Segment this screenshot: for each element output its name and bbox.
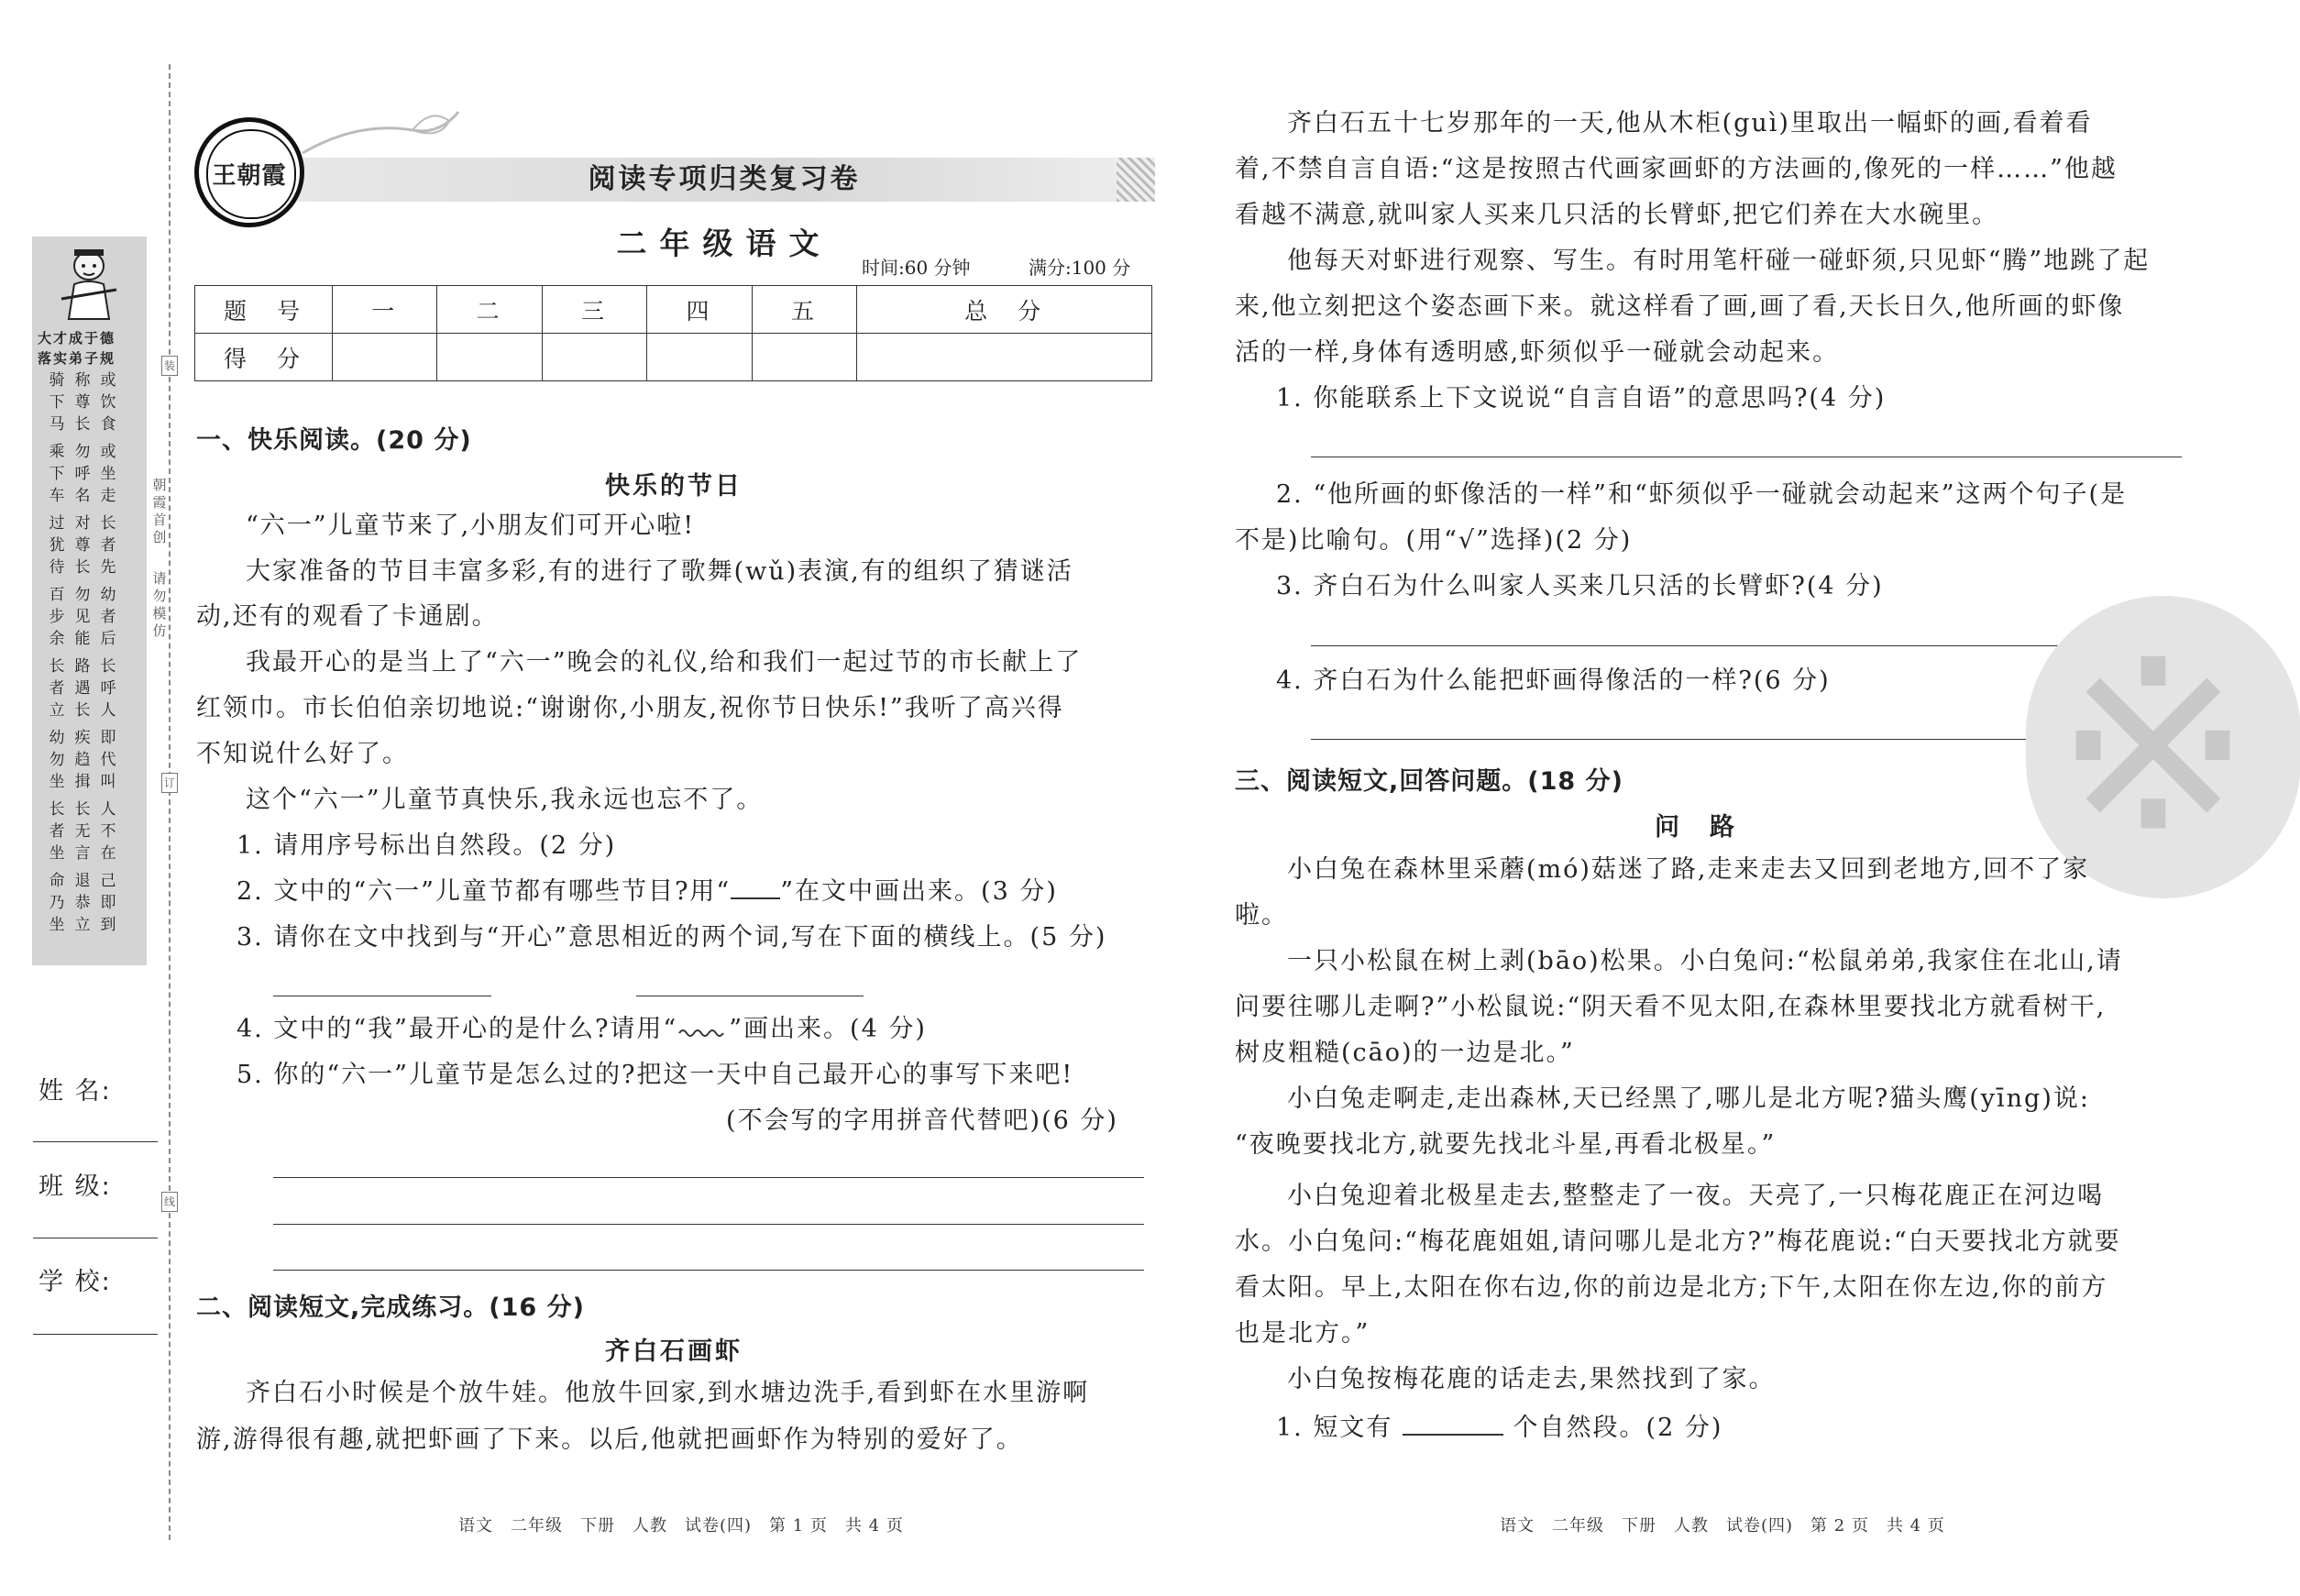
score-row-label: 得 分	[195, 334, 333, 381]
s3-paragraph: 问要往哪儿走啊?”小松鼠说:“阴天看不见太阳,在森林里要找北方就看树干,	[1235, 993, 2107, 1021]
s1-question-2	[237, 869, 1058, 915]
s1-question-5: 5. 你的“六一”儿童节是怎么过的?把这一天中自己最开心的事写下来吧!	[237, 1061, 1074, 1089]
class-label: 班 级:	[39, 1172, 112, 1201]
answer-line[interactable]	[273, 1224, 1144, 1225]
s1-q4-text-b: ”画出来。(4 分)	[729, 1015, 927, 1043]
s2-question-1: 1. 你能联系上下文说说“自言自语”的意思吗?(4 分)	[1276, 384, 1887, 413]
straight-underline-mark	[731, 877, 780, 899]
motto-column: 勿呼名	[74, 443, 91, 505]
s2-paragraph: 齐白石小时候是个放牛娃。他放牛回家,到水塘边洗手,看到虾在水里游啊	[246, 1379, 1090, 1407]
motto-column: 疾趋揖	[74, 729, 91, 791]
s3-paragraph: 看太阳。早上,太阳在你右边,你的前边是北方;下午,太阳在你左边,你的前方	[1235, 1273, 2108, 1302]
wavy-underline-mark	[677, 1017, 729, 1037]
school-label: 学 校:	[39, 1268, 112, 1296]
answer-line[interactable]	[1311, 645, 2182, 646]
score-cell[interactable]	[647, 334, 752, 381]
s2-question-3: 3. 齐白石为什么叫家人买来几只活的长臂虾?(4 分)	[1276, 572, 1884, 600]
motto-column: 对尊长	[74, 514, 91, 577]
motto-column: 幼者后	[100, 586, 116, 648]
score-cell[interactable]	[333, 334, 437, 381]
motto-column: 长呼人	[100, 657, 116, 720]
footer-page-2: 语文 二年级 下册 人教 试卷(四) 第 2 页 共 4 页	[1500, 1516, 1945, 1535]
s3-paragraph: 一只小松鼠在树上剥(bāo)松果。小白兔问:“松鼠弟弟,我家住在北山,请	[1287, 947, 2123, 975]
name-line	[33, 1141, 158, 1142]
s3-q1-text-a: 1. 短文有	[1276, 1414, 1393, 1442]
s1-paragraph: “六一”儿童节来了,小朋友们可开心啦!	[246, 512, 696, 540]
s1-question-3: 3. 请你在文中找到与“开心”意思相近的两个词,写在下面的横线上。(5 分)	[237, 923, 1107, 952]
motto-column: 长者坐	[49, 800, 65, 863]
subject-title: 二年级语文	[616, 226, 832, 261]
motto-column: 过犹待	[49, 514, 65, 577]
motto-column: 称尊长	[74, 371, 91, 434]
brand-logo	[194, 117, 304, 227]
motto-column: 人不在	[100, 800, 116, 863]
s3-paragraph: 啦。	[1235, 901, 1288, 930]
score-header-cell: 三	[542, 286, 646, 334]
score-cell[interactable]	[437, 334, 542, 381]
paper-title: 阅读专项归类复习卷	[588, 163, 861, 195]
section3-heading: 三、阅读短文,回答问题。(18 分)	[1235, 767, 1623, 796]
ribbon-decoration-icon	[303, 103, 468, 158]
motto-top: 大才成于德	[38, 330, 116, 347]
school-line	[33, 1334, 158, 1335]
motto-column: 长者立	[49, 657, 65, 720]
seal-zhuang: 装	[161, 356, 178, 376]
score-header-cell: 一	[333, 286, 437, 334]
s3-paragraph: “夜晚要找北方,就要先找北斗星,再看北极星。”	[1235, 1130, 1777, 1159]
s3-paragraph: 也是北方。”	[1235, 1319, 1370, 1348]
s1-question-1: 1. 请用序号标出自然段。(2 分)	[237, 831, 617, 860]
time-info: 时间:60 分钟	[862, 257, 971, 279]
score-header-cell: 四	[647, 286, 752, 334]
answer-line[interactable]	[273, 1177, 1144, 1178]
full-score-info: 满分:100 分	[1029, 257, 1131, 279]
s2-question-2-line2: 不是)比喻句。(用“√”选择)(2 分)	[1235, 526, 1633, 555]
score-table-score-row	[195, 334, 1152, 381]
s1-paragraph: 红领巾。市长伯伯亲切地说:“谢谢你,小朋友,祝你节日快乐!”我听了高兴得	[196, 694, 1064, 722]
section1-title: 快乐的节日	[605, 472, 743, 501]
motto-column: 即代叫	[100, 729, 116, 791]
motto-column: 或饮食	[100, 371, 116, 434]
motto-columns	[32, 369, 147, 956]
motto-bottom: 落实弟子规	[38, 350, 116, 367]
s3-paragraph: 小白兔走啊走,走出森林,天已经黑了,哪儿是北方呢?猫头鹰(yīng)说:	[1287, 1084, 2090, 1113]
motto-column: 百步余	[49, 586, 65, 648]
motto-column: 命乃坐	[49, 872, 65, 934]
s2-question-4: 4. 齐白石为什么能把虾画得像活的一样?(6 分)	[1276, 666, 1831, 695]
score-header-cell: 总 分	[857, 286, 1152, 334]
motto-column: 长无言	[74, 800, 91, 863]
s1-question-4	[237, 1007, 927, 1052]
motto-column: 退恭立	[74, 872, 91, 934]
s2-paragraph: 着,不禁自言自语:“这是按照古代画家画虾的方法画的,像死的一样……”他越	[1235, 155, 2118, 183]
score-header-cell: 题 号	[195, 286, 333, 334]
motto-column: 长者先	[100, 514, 116, 577]
score-cell[interactable]	[542, 334, 646, 381]
score-cell[interactable]	[752, 334, 856, 381]
s2-paragraph: 看越不满意,就叫家人买来几只活的长臂虾,把它们养在大水碗里。	[1235, 201, 1999, 229]
name-label: 姓 名:	[39, 1077, 112, 1106]
motto-column: 己即到	[100, 872, 116, 934]
score-cell[interactable]	[857, 334, 1152, 381]
motto-panel	[32, 237, 147, 965]
blank-count-input[interactable]	[1403, 1414, 1503, 1436]
s2-paragraph: 活的一样,身体有透明感,虾须似乎一碰就会动起来。	[1235, 338, 1840, 367]
motto-column: 乘下车	[49, 443, 65, 505]
binding-dashed-line	[169, 64, 171, 1540]
s1-q2-text-b: ”在文中画出来。(3 分)	[780, 877, 1058, 906]
motto-column: 勿见能	[74, 586, 91, 648]
s1-q4-text-a: 4. 文中的“我”最开心的是什么?请用“	[237, 1015, 678, 1043]
banner-pattern	[1117, 158, 1155, 202]
footer-page-1: 语文 二年级 下册 人教 试卷(四) 第 1 页 共 4 页	[458, 1516, 904, 1535]
s1-question-5-note: (不会写的字用拼音代替吧)(6 分)	[726, 1106, 1118, 1135]
section1-heading: 一、快乐阅读。(20 分)	[196, 426, 472, 455]
score-table-header-row	[195, 286, 1152, 334]
s1-q2-text-a: 2. 文中的“六一”儿童节都有哪些节目?用“	[237, 877, 732, 906]
s3-paragraph: 小白兔按梅花鹿的话走去,果然找到了家。	[1287, 1365, 1776, 1393]
score-header-cell: 二	[437, 286, 542, 334]
motto-column: 骑下马	[49, 371, 65, 434]
section2-title: 齐白石画虾	[605, 1337, 743, 1366]
seal-ding: 订	[161, 773, 178, 793]
motto-column: 路遇长	[74, 657, 91, 720]
s1-paragraph: 动,还有的观看了卡通剧。	[196, 602, 499, 631]
score-header-cell: 五	[752, 286, 856, 334]
s3-paragraph: 小白兔在森林里采蘑(mó)菇迷了路,走来走去又回到老地方,回不了家	[1287, 855, 2090, 884]
s2-paragraph: 他每天对虾进行观察、写生。有时用笔杆碰一碰虾须,只见虾“腾”地跳了起	[1287, 247, 2151, 275]
answer-line[interactable]	[273, 1270, 1144, 1271]
seal-xian: 线	[161, 1192, 178, 1212]
binding-text-2: 请勿模仿	[152, 570, 167, 639]
s3-paragraph: 小白兔迎着北极星走去,整整走了一夜。天亮了,一只梅花鹿正在河边喝	[1287, 1182, 2105, 1210]
section2-heading: 二、阅读短文,完成练习。(16 分)	[196, 1293, 585, 1322]
s3-paragraph: 树皮粗糙(cāo)的一边是北。”	[1235, 1039, 1575, 1067]
s3-question-1	[1276, 1405, 1722, 1451]
motto-column: 或坐走	[100, 443, 116, 505]
binding-text-1: 朝霞首创	[152, 477, 167, 545]
s1-paragraph: 我最开心的是当上了“六一”晚会的礼仪,给和我们一起过节的市长献上了	[246, 648, 1083, 677]
student-figure-icon	[52, 244, 126, 326]
s2-paragraph: 游,游得很有趣,就把虾画了下来。以后,他就把画虾作为特别的爱好了。	[196, 1425, 1023, 1454]
s2-paragraph: 齐白石五十七岁那年的一天,他从木柜(guì)里取出一幅虾的画,看着看	[1287, 109, 2093, 138]
s3-paragraph: 水。小白兔问:“梅花鹿姐姐,请问哪儿是北方?”梅花鹿说:“白天要找北方就要	[1235, 1227, 2121, 1256]
section3-title: 问 路	[1655, 813, 1737, 842]
s3-q1-text-b: 个自然段。(2 分)	[1513, 1414, 1723, 1442]
score-table	[194, 285, 1152, 381]
watermark-glyph: ※	[2053, 609, 2253, 886]
s1-paragraph: 不知说什么好了。	[196, 740, 409, 768]
motto-column: 幼勿坐	[49, 729, 65, 791]
s1-paragraph: 这个“六一”儿童节真快乐,我永远也忘不了。	[246, 786, 764, 814]
logo-text: 王朝霞	[212, 162, 287, 190]
s2-question-2-line1: 2. “他所画的虾像活的一样”和“虾须似乎一碰就会动起来”这两个句子(是	[1276, 480, 2128, 509]
s1-paragraph: 大家准备的节目丰富多彩,有的进行了歌舞(wǔ)表演,有的组织了猜谜活	[246, 557, 1073, 586]
s2-paragraph: 来,他立刻把这个姿态画下来。就这样看了画,画了看,天长日久,他所画的虾像	[1235, 292, 2125, 321]
